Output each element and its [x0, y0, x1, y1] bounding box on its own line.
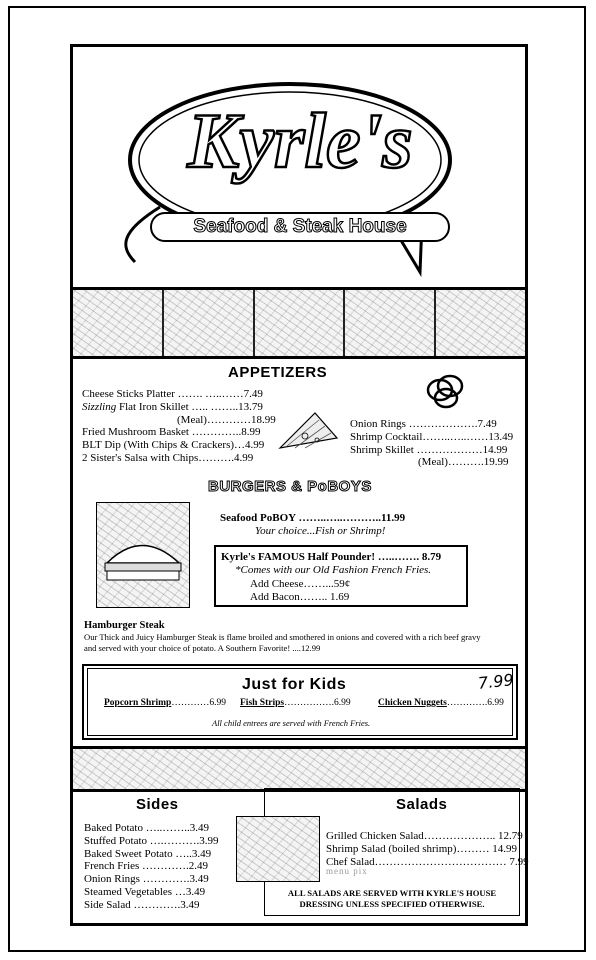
list-item: (Meal)…………18.99: [177, 413, 276, 426]
hamburger-steak-title: Hamburger Steak: [84, 620, 165, 631]
list-item: Cheese Sticks Platter ……. …..……7.49: [82, 388, 263, 400]
food-photo-strip: [73, 287, 525, 359]
half-pounder-note: *Comes with our Old Fashion French Fries.: [235, 564, 432, 576]
kids-heading: Just for Kids: [242, 676, 347, 693]
sides-list: [84, 822, 219, 912]
list-item: Sizzling Flat Iron Skillet ….. ……..13.79: [82, 400, 263, 413]
kids-item: Chicken Nuggets………….6.99: [378, 698, 504, 708]
kids-note: All child entrees are served with French Fries.: [212, 718, 371, 728]
salads-note-line-1: ALL SALADS ARE SERVED WITH KYRLE'S HOUSE: [287, 888, 497, 898]
list-item: French Fries ………….2.49: [84, 860, 209, 873]
sides-heading: Sides: [136, 796, 179, 813]
onion-rings-illustration: [420, 368, 470, 414]
hamburger-steak-desc: Our Thick and Juicy Hamburger Steak is flame broiled and smothered in onions and covered with a rich beef gravy: [84, 632, 481, 642]
list-item: Onion Rings ……………….7.49: [350, 418, 497, 430]
logo-name: Kyrle's: [187, 97, 413, 184]
food-photo: [436, 290, 525, 356]
list-item: 2 Sister's Salsa with Chips……….4.99: [82, 451, 254, 464]
list-item: Stuffed Potato ….……….3.99: [84, 834, 219, 847]
kids-item: Fish Strips…………….6.99: [240, 698, 351, 708]
food-photo: [164, 290, 255, 356]
kids-item: Popcorn Shrimp…………6.99: [104, 698, 226, 708]
logo-tagline: Seafood & Steak House: [193, 216, 407, 237]
salad-photo: [236, 816, 320, 882]
half-pounder-item: Kyrle's FAMOUS Half Pounder! …..……. 8.79: [221, 551, 442, 563]
list-item: Baked Sweet Potato …..3.49: [84, 847, 212, 860]
food-photo-strip-2: [73, 746, 525, 792]
watermark: menu pix: [326, 866, 368, 876]
list-item: Shrimp Salad (boiled shrimp)……… 14.99: [326, 842, 517, 855]
hamburger-steak-desc-2: and served with your choice of potato. A Southern Favorite! ....12.99: [84, 643, 321, 653]
list-item: Grilled Chicken Salad……………….. 12.79: [326, 830, 523, 842]
poboy-note: Your choice...Fish or Shrimp!: [255, 525, 386, 537]
appetizers-heading: APPETIZERS: [228, 364, 328, 381]
list-item: Shrimp Cocktail……..…..……13.49: [350, 430, 514, 443]
food-photo: [255, 290, 346, 356]
salads-note: [264, 888, 520, 910]
list-item: Shrimp Skillet ………………14.99: [350, 443, 508, 456]
salads-note-line-2: DRESSING UNLESS SPECIFIED OTHERWISE.: [299, 899, 485, 909]
list-item: Fried Mushroom Basket …………..8.99: [82, 426, 261, 439]
addon-cheese: Add Cheese……...59¢: [250, 578, 351, 590]
list-item: Chef Salad……………………………… 7.99: [326, 855, 529, 868]
burgers-heading: BURGERS & PoBOYS: [208, 478, 372, 495]
food-photo: [345, 290, 436, 356]
appetizers-left-list: [82, 388, 276, 465]
list-item: Side Salad ………….3.49: [84, 898, 200, 911]
handwritten-price: 7.99: [477, 670, 515, 693]
poboy-item: Seafood PoBOY ……..…..………..11.99: [220, 512, 406, 524]
list-item: Baked Potato …..……..3.49: [84, 822, 209, 834]
burger-photo: [96, 502, 190, 608]
appetizers-right-list: [350, 418, 513, 469]
food-photo: [73, 290, 164, 356]
list-item: BLT Dip (With Chips & Crackers)…4.99: [82, 439, 265, 452]
list-item: Onion Rings ………….3.49: [84, 873, 209, 886]
salads-list: [326, 830, 529, 868]
list-item: (Meal)……….19.99: [418, 456, 509, 469]
list-item: Steamed Vegetables …3.49: [84, 885, 206, 898]
nachos-illustration: [275, 408, 345, 458]
salads-heading: Salads: [396, 796, 448, 813]
addon-bacon: Add Bacon…….. 1.69: [250, 591, 350, 603]
